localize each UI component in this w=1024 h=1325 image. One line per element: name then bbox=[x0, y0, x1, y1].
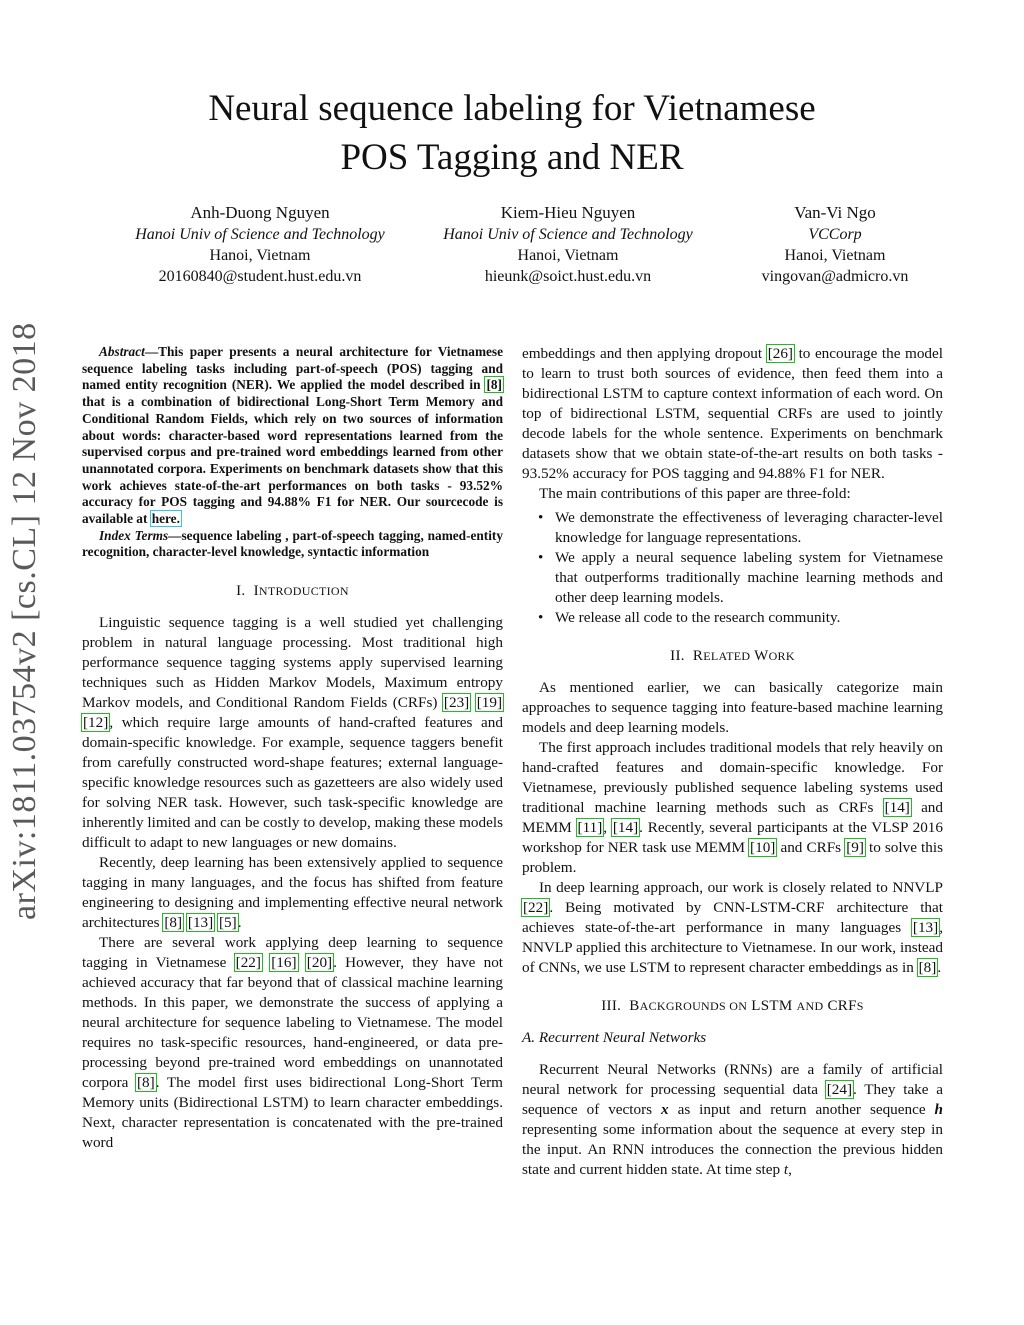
list-item: • We release all code to the research community. bbox=[522, 608, 943, 628]
section-title-initial: R bbox=[692, 648, 704, 664]
section-heading-backgrounds bbox=[522, 996, 943, 1016]
author-block-1 bbox=[112, 202, 408, 287]
author-name: Kiem-Hieu Nguyen bbox=[500, 203, 636, 222]
body-text: The first approach includes traditional models that rely heavily on hand-crafted features and domain-specific knowledge. For Vietnamese, previously published sequence labeling systems used traditional machine learning methods such as CRFs bbox=[522, 739, 943, 816]
section-title-rest: AND bbox=[796, 999, 824, 1013]
author-location: Hanoi, Vietnam bbox=[784, 247, 886, 264]
citation-link[interactable]: [8] bbox=[918, 959, 937, 976]
body-text: , bbox=[603, 819, 612, 836]
body-text: Recently, deep learning has been extensively applied to sequence tagging in many languages, and the focus has shifted from feature engineering to designing and implementing effective neural network architectures bbox=[82, 854, 503, 932]
author-email: vingovan@admicro.vn bbox=[761, 268, 909, 285]
related-paragraph-1: As mentioned earlier, we can basically categorize main approaches to sequence tagging into feature-based machine learning models and deep learning models. bbox=[522, 679, 943, 736]
citation-link[interactable]: [19] bbox=[476, 694, 503, 712]
author-name: Anh-Duong Nguyen bbox=[190, 203, 330, 222]
section-number: I. bbox=[236, 583, 246, 600]
author-block-2 bbox=[420, 202, 716, 287]
body-text: representing some information about the sequence at every step in the input. An RNN introduces the connection the previous hidden state and current hidden state. At time step bbox=[522, 1121, 943, 1178]
citation-link[interactable]: [24] bbox=[826, 1081, 853, 1098]
section-title-word: LSTM bbox=[751, 998, 793, 1014]
citation-link[interactable]: [20] bbox=[306, 954, 333, 972]
body-text: . Recently, several participants at the VLSP 2016 workshop for NER task use MEMM bbox=[522, 819, 943, 856]
section-title-initial: B bbox=[629, 998, 640, 1014]
body-text: and CRFs bbox=[776, 839, 846, 856]
author-email: hieunk@soict.hust.edu.vn bbox=[484, 268, 652, 285]
section-title-rest: S bbox=[856, 999, 864, 1013]
body-text: to solve this problem. bbox=[522, 839, 943, 876]
body-text: Linguistic sequence tagging is a well studied yet challenging problem in natural language processing. Most traditional high performance sequence tagging systems apply supervised learning techniques such as Hidden Markov Models, Maximum entropy Markov models, and Conditional Random Fields (CRFs) bbox=[82, 614, 503, 712]
citation-link[interactable]: [14] bbox=[884, 799, 910, 816]
citation-link[interactable]: [12] bbox=[83, 714, 109, 732]
index-terms-text: sequence labeling , part-of-speech tagging, named-entity recognition, character-level knowledge, syntactic information bbox=[82, 527, 503, 560]
body-text: . They take a sequence of vectors bbox=[522, 1081, 944, 1118]
body-text: . However, they have not achieved accuracy that far beyond that of classical machine learning methods. In this paper, we demonstrate the success of applying a neural architecture for sequence labeling to Vietnamese. The model requires no task-specific resources, hand-engineered, or data pre-processing beyond pre-trained word embeddings on unannotated corpora bbox=[82, 954, 504, 1092]
body-text: , which require large amounts of hand-crafted features and domain-specific knowledge. For example, sequence taggers benefit from carefully constructed word-shape features; external language-specific knowledge resources such as gazetteers are also widely used for solving NER task. However, such task-specific knowledge are inherently limited and can be costly to develop, making these models difficult to adapt to new languages or new domains. bbox=[82, 714, 503, 852]
body-text: . Being motivated by CNN-LSTM-CRF architecture that achieves state-of-the-art performance in many languages bbox=[522, 899, 943, 936]
author-location: Hanoi, Vietnam bbox=[517, 247, 619, 264]
title-line-1: Neural sequence labeling for Vietnamese bbox=[208, 88, 816, 129]
section-title-initial: W bbox=[754, 648, 769, 664]
citation-link[interactable]: [14] bbox=[612, 819, 639, 836]
contributions-list bbox=[522, 508, 943, 628]
related-paragraph-3 bbox=[522, 878, 943, 978]
paper-title bbox=[120, 84, 904, 182]
citation-link[interactable]: [5] bbox=[219, 914, 237, 932]
section-title-word: CRF bbox=[827, 998, 857, 1014]
author-affiliation: Hanoi Univ of Science and Technology bbox=[443, 226, 693, 243]
rnn-paragraph bbox=[522, 1060, 943, 1180]
body-text: and MEMM bbox=[522, 799, 943, 836]
abstract-text: that is a combination of bidirectional Long-Short Term Memory and Conditional Random Fields, which rely on two sources of information about words: character-based word representations learned from the supervised corpus and pre-trained word embeddings learned from other unannotated corpora. Experiments on benchmark datasets show that this work achieves state-of-the-art performances on both tasks - 93.52% accuracy for POS tagging and 94.88% F1 for NER. Our sourcecode is available at bbox=[82, 394, 503, 527]
body-text: In deep learning approach, our work is closely related to NNVLP bbox=[539, 879, 943, 896]
author-affiliation: VCCorp bbox=[808, 226, 862, 243]
section-title-initial: I bbox=[253, 583, 259, 600]
abstract bbox=[82, 344, 503, 528]
list-item: • We demonstrate the effectiveness of leveraging character-level knowledge for language representations. bbox=[522, 508, 943, 548]
body-text: Recurrent Neural Networks (RNNs) are a family of artificial neural network for processing sequential data bbox=[522, 1061, 943, 1098]
body-text: . bbox=[237, 914, 242, 932]
math-symbol: t bbox=[783, 1161, 789, 1178]
citation-link[interactable]: [8] bbox=[164, 914, 183, 932]
math-symbol: x bbox=[661, 1101, 669, 1118]
citation-link[interactable]: [22] bbox=[523, 899, 549, 916]
section-heading-related-work bbox=[522, 646, 943, 666]
citation-link[interactable]: [9] bbox=[846, 839, 864, 856]
right-column bbox=[522, 344, 943, 1180]
section-heading-introduction bbox=[82, 581, 503, 601]
section-title-rest: ACKGROUNDS ON bbox=[639, 999, 748, 1013]
citation-link[interactable]: [23] bbox=[443, 694, 470, 712]
sourcecode-link[interactable]: here. bbox=[151, 511, 180, 527]
contributions-intro: The main contributions of this paper are three-fold: bbox=[539, 485, 851, 502]
intro-paragraph-2 bbox=[82, 853, 503, 933]
citation-link[interactable]: [13] bbox=[187, 914, 214, 932]
author-location: Hanoi, Vietnam bbox=[209, 247, 311, 264]
body-text: , bbox=[788, 1161, 792, 1178]
citation-link[interactable]: [26] bbox=[767, 345, 793, 362]
body-text: There are several work applying deep learning to sequence tagging in Vietnamese bbox=[82, 934, 503, 972]
related-paragraph-2 bbox=[522, 738, 943, 878]
dash: — bbox=[144, 344, 159, 359]
body-text: . bbox=[937, 959, 942, 976]
author-affiliation: Hanoi Univ of Science and Technology bbox=[135, 226, 385, 243]
arxiv-identifier-stamp: arXiv:1811.03754v2 [cs.CL] 12 Nov 2018 bbox=[6, 322, 43, 920]
citation-link[interactable]: [16] bbox=[271, 954, 297, 972]
section-number: II. bbox=[670, 648, 685, 664]
author-block-3 bbox=[730, 202, 940, 287]
body-text: . The model first uses bidirectional Long-Short Term Memory units (Bidirectional LSTM) to learn character embeddings. Next, character representation is concatenated with the pre-trained word bbox=[82, 1074, 503, 1152]
list-item: • We apply a neural sequence labeling system for Vietnamese that outperforms traditionally machine learning methods and other deep learning models. bbox=[522, 548, 943, 608]
citation-link[interactable]: [8] bbox=[486, 377, 502, 393]
math-symbol: h bbox=[934, 1101, 943, 1118]
left-column bbox=[82, 344, 503, 1153]
body-text: as input and return another sequence bbox=[668, 1101, 935, 1118]
index-terms bbox=[82, 528, 503, 561]
subsection-heading-rnn: A. Recurrent Neural Networks bbox=[522, 1029, 707, 1046]
intro-paragraph-3 bbox=[82, 933, 503, 1153]
citation-link[interactable]: [22] bbox=[235, 954, 261, 972]
intro-paragraph-1 bbox=[82, 613, 503, 853]
abstract-text: This paper presents a neural architecture for Vietnamese sequence labeling tasks including part-of-speech (POS) tagging and named entity recognition (NER). We applied the model described in bbox=[82, 344, 503, 393]
citation-link[interactable]: [8] bbox=[136, 1074, 155, 1092]
author-name: Van-Vi Ngo bbox=[794, 203, 876, 222]
section-title-rest: ELATED bbox=[703, 649, 751, 663]
citation-link[interactable]: [10] bbox=[750, 839, 776, 856]
title-line-2: POS Tagging and NER bbox=[340, 137, 684, 178]
citation-link[interactable]: [11] bbox=[577, 819, 603, 836]
citation-link[interactable]: [13] bbox=[912, 919, 939, 936]
dash: — bbox=[168, 527, 182, 543]
section-title-rest: NTRODUCTION bbox=[258, 584, 349, 599]
body-text: embeddings and then applying dropout bbox=[522, 345, 767, 362]
intro-paragraph-continued bbox=[522, 344, 943, 484]
author-email: 20160840@student.hust.edu.vn bbox=[158, 268, 362, 285]
section-title-rest: ORK bbox=[768, 649, 795, 663]
body-text: , NNVLP applied this architecture to Vietnamese. In our work, instead of CNNs, we use LSTM to represent character embeddings as in bbox=[522, 919, 943, 976]
body-text: to encourage the model to learn to trust both sources of evidence, then feed them into a bidirectional LSTM to capture context information of each word. On top of bidirectional LSTM, sequential CRFs are used to jointly decode labels for the whole sentence. Experiments on benchmark datasets show that we obtain state-of-the-art results on both tasks - 93.52% accuracy for POS tagging and 94.88% F1 for NER. bbox=[522, 345, 943, 482]
abstract-label: Abstract bbox=[99, 344, 145, 359]
index-terms-label: Index Terms bbox=[99, 527, 169, 543]
section-number: III. bbox=[601, 998, 622, 1014]
